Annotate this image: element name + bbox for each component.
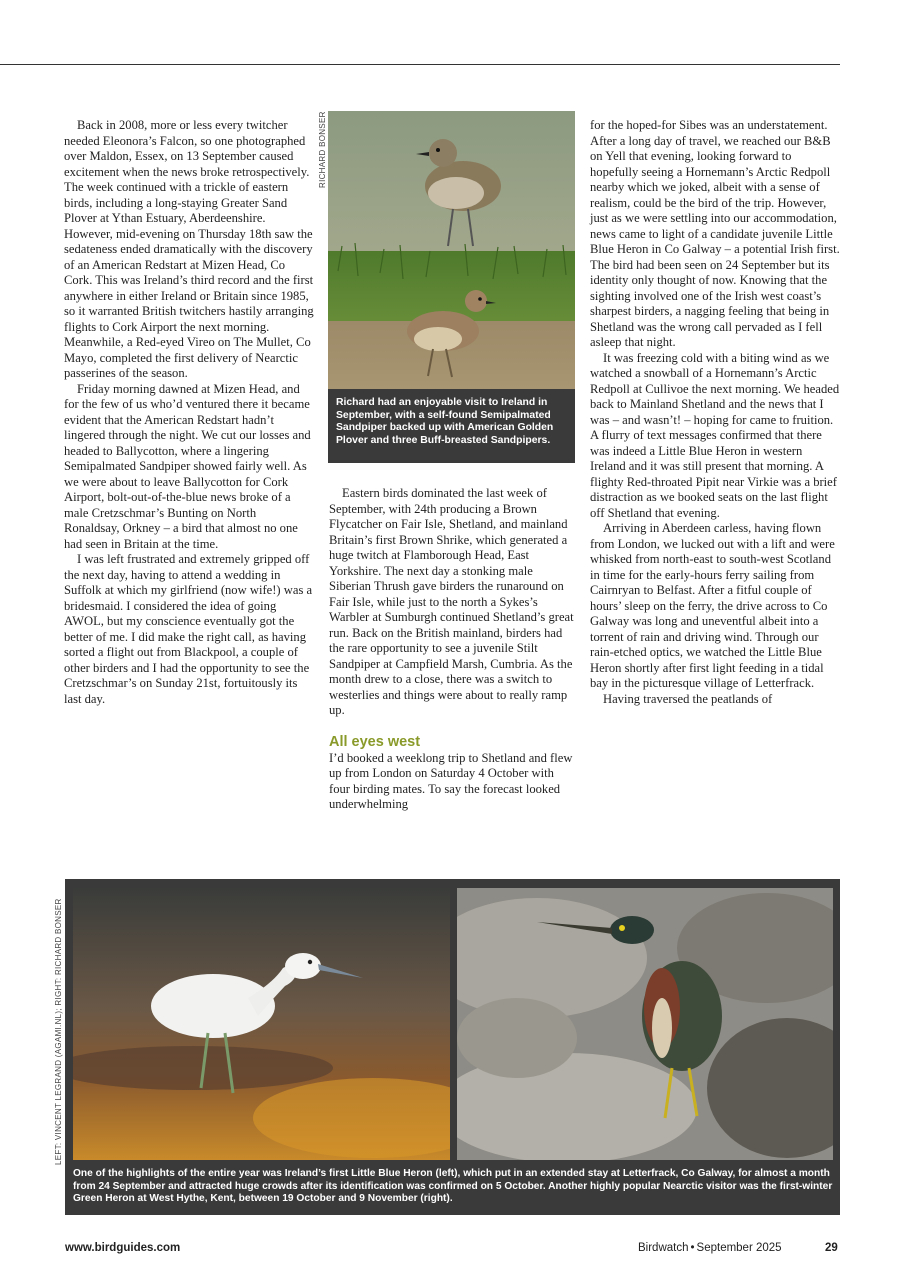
paragraph: Having traversed the peatlands of xyxy=(603,691,773,706)
top-rule xyxy=(0,64,840,65)
photo-caption: Richard had an enjoyable visit to Ireland in September, with a self-found Semipalmated Sandpiper backed up with American Golden Plover and three Buff-breasted Sandpipers. xyxy=(328,389,575,463)
magazine-name: Birdwatch xyxy=(638,1242,689,1254)
article-column-3 xyxy=(590,118,841,707)
paragraph: Back in 2008, more or less every twitcher needed Eleonora’s Falcon, so one photographed over Maldon, Essex, on 13 September caused excitement when the news broke retrospectively. The week continued with a trickle of eastern birds, including a long-staying Greater Sand Plover at Ythan Estuary, Aberdeenshire. However, mid-evening on Thursday 18th saw the sedateness ended dramatically with the discovery of an American Redstart at Mizen Head, Co Cork. This was Ireland’s third record and the first anywhere in either Ireland or Britain since 1985, so it warranted British twitchers hastily arranging flights to Cork Airport the next morning. Meanwhile, a Red-eyed Vireo on The Mullet, Co Mayo, completed the first delivery of Nearctic passerines of the season. xyxy=(64,118,314,380)
paragraph: for the hoped-for Sibes was an understatement. After a long day of travel, we reached our B&B on Yell that evening, looking forward to hopefully seeing a Hornemann’s Arctic Redpoll nearby which we joked, albeit with a sense of realism, could be the bird of the trip. However, just as we were settling into our accommodation, news came to light of a candidate juvenile Little Blue Heron in Co Galway – a potential Irish first. The bird had been seen on 24 September but its identity only thought of now. Knowing that the sighting involved one of the Irish west coast’s sharpest birders, a nagging feeling that being in Shetland was the wrong call pervaded as I fell asleep that night. xyxy=(590,118,840,349)
issue-date: September 2025 xyxy=(696,1242,782,1254)
section-subhead: All eyes west xyxy=(329,733,421,750)
sandpiper-photo xyxy=(328,111,575,463)
article-column-1 xyxy=(64,118,314,707)
paragraph: It was freezing cold with a biting wind as we watched a snowball of a Hornemann’s Arctic Redpoll at Cullivoe the next morning. We headed back to Mainland Shetland and the news that I was – and wasn’t! – hoping for came to fruition. A flurry of text messages confirmed that there was indeed a Little Blue Heron in western Ireland and it was still present that morning. A flighty Red-throated Pipit near Virkie was a brief distraction as we booked seats on the last flight off Shetland that evening. xyxy=(590,350,840,520)
paragraph: I was left frustrated and extremely gripped off the next day, having to attend a wedding in Suffolk at which my girlfriend (now wife!) was a bridesmaid. I considered the idea of going AWOL, but my conscience eventually got the better of me. I did make the right call, as having sorted a flight out from Blackpool, a couple of other birders and I had the opportunity to see the Cretzschmar’s on Sunday 21st, fortuitously its last day. xyxy=(64,552,313,706)
little-blue-heron-photo xyxy=(73,888,450,1160)
photo-credit: RICHARD BONSER xyxy=(318,111,327,188)
green-heron-photo xyxy=(457,888,833,1160)
issue-label xyxy=(638,1242,782,1254)
article-column-2 xyxy=(329,486,575,813)
little-blue-heron-image xyxy=(73,888,450,1160)
separator: • xyxy=(690,1242,695,1254)
page-number: 29 xyxy=(825,1242,838,1254)
green-heron-image xyxy=(457,888,833,1160)
photo-caption: One of the highlights of the entire year was Ireland’s first Little Blue Heron (left), which put in an extended stay at Letterfrack, Co Galway, for almost a month from 24 September and attracted huge crowds after its identification was confirmed on 5 October. Another highly popular Nearctic visitor was the first-winter Green Heron at West Hythe, Kent, between 19 October and 9 November (right). xyxy=(73,1168,833,1205)
paragraph: Eastern birds dominated the last week of September, with 24th producing a Brown Flycatcher on Fair Isle, Shetland, and mainland Britain’s first Brown Shrike, which generated a huge twitch at Flamborough Head, East Yorkshire. The next day a stonking male Siberian Thrush gave birders the runaround on Fair Isle, while just to the north a Sykes’s Warbler at Sumburgh continued Shetland’s great run. Back on the British mainland, birders had the rare opportunity to see a juvenile Stilt Sandpiper at Campfield Marsh, Cumbria. As the month drew to a close, there was a switch to westerlies and things were about to really ramp up. xyxy=(329,486,574,717)
paragraph: Friday morning dawned at Mizen Head, and for the few of us who’d ventured there it became evident that the American Redstart hadn’t lingered through the night. We cut our losses and headed to Ballycotton, where a lingering Semipalmated Sandpiper showed fairly well. As we were about to leave Ballycotton for Cork Airport, bolt-out-of-the-blue news broke of a male Cretzschmar’s Bunting on North Ronaldsay, Orkney – a bird that almost no one had seen in Britain at the time. xyxy=(64,381,311,551)
website-link[interactable]: www.birdguides.com xyxy=(65,1242,181,1254)
heron-photo-panel xyxy=(65,879,840,1215)
paragraph: I’d booked a weeklong trip to Shetland and flew up from London on Saturday 4 October with four birding mates. To say the forecast looked underwhelming xyxy=(329,750,573,811)
paragraph: Arriving in Aberdeen carless, having flown from London, we lucked out with a lift and were whisked from north-east to south-west Scotland in time for the early-hours ferry sailing from Cairnryan to Belfast. After a fitful couple of hours’ sleep on the ferry, the drive across to Co Galway was long and uneventful albeit into a torrent of rain and driving wind. Through our rain-etched optics, we watched the Little Blue Heron shortly after first light feeding in a tidal bay in the picturesque village of Letterfrack. xyxy=(590,521,835,690)
photo-credit: LEFT: VINCENT LEGRAND (AGAMI.NL); RIGHT: RICHARD BONSER xyxy=(54,898,63,1165)
